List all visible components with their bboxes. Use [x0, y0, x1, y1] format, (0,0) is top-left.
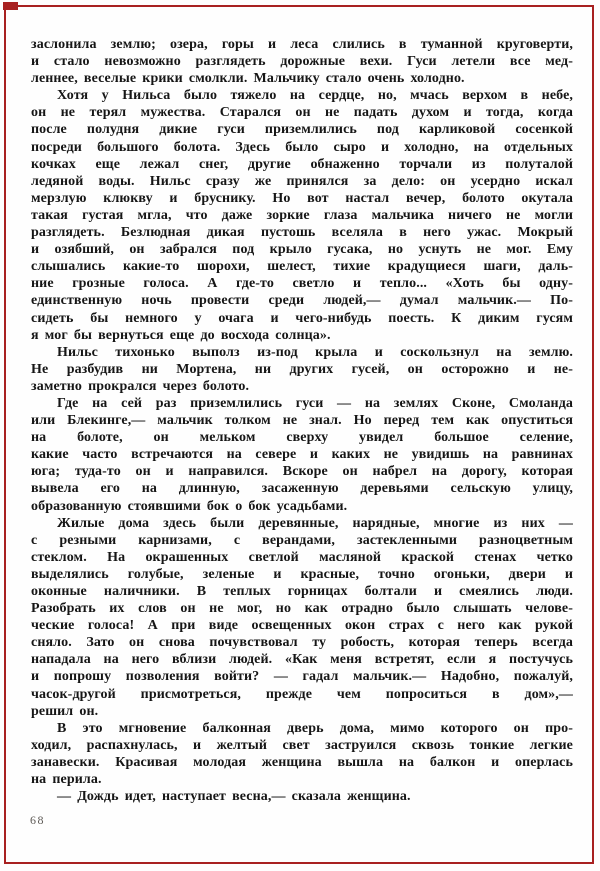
text-line: ходил, распахнулась, и желтый свет заструился сквозь тонкие легкие [31, 737, 573, 753]
text-line: мерзлую клюкву и бруснику. Но вот настал вечер, болото окутала [31, 190, 573, 206]
body-text [31, 36, 573, 805]
text-line: на перила. [31, 772, 102, 788]
text-line: на болоте, он мельком сверху увидел большое селение, [31, 430, 573, 446]
text-line: сняло. Зато он снова почувствовал ту робость, которая теперь всегда [31, 635, 573, 651]
text-line: слышались какие-то шорохи, шелест, тихие крадущиеся шаги, даль- [31, 259, 573, 275]
text-line: единственную ночь провести среди людей,— думал мальчик.— По- [31, 293, 573, 309]
text-line: и стало невозможно разглядеть дорожные вехи. Гуси летели все мед- [31, 54, 573, 70]
text-line: и попрошу позволения войти? — гадал мальчик.— Надобно, пожалуй, [31, 669, 573, 685]
text-line: я мог бы вернуться еще до восхода солнца». [31, 327, 331, 343]
text-line: такая густая мгла, что даже зоркие глаза мальчика ничего не могли [31, 207, 573, 223]
text-line: стеклом. На окрашенных светлой масляной краской стенах четко [31, 549, 573, 565]
text-line: какие часто встречаются на севере и каких не увидишь на равнинах [31, 447, 573, 463]
text-line: заслонила землю; озера, горы и леса слились в туманной круговерти, [31, 37, 573, 52]
text-line: или Блекинге,— мальчик толком не знал. Но перед тем как опуститься [31, 413, 573, 429]
text-line: сидеть бы немного у очага и чего-нибудь поесть. К диким гусям [31, 310, 573, 326]
text-line: занавески. Красивая молодая женщина вышла на балкон и оперлась [31, 754, 573, 770]
text-line: оконные наличники. В теплых горницах болтали и смеялись люди. [31, 584, 573, 599]
text-line: юга; туда-то он и направился. Вскоре он набрел на дорогу, которая [31, 464, 573, 480]
text-line: и озябший, он забрался под крыло гусака, но уснуть не мог. Ему [31, 242, 573, 258]
text-line: нападала на него вблизи людей. «Как меня встретят, если я постучусь [31, 652, 573, 668]
text-line: Жилые дома здесь были деревянные, нарядные, многие из них — [57, 515, 573, 531]
page-number: 68 [30, 813, 45, 827]
text-line: он не терял мужества. Старался он не падать духом и тогда, когда [31, 105, 573, 121]
text-line: заметно прокрался через болото. [31, 378, 250, 394]
text-line: выделялись голубые, зеленые и красные, точно огоньки, двери и [31, 566, 573, 582]
text-line: Разобрать их слов он не мог, но как отрадно было слышать челове- [31, 601, 573, 617]
text-line: посреди большого болота. Здесь было сыро и холодно, на отдельных [31, 139, 573, 155]
text-line: Не разбудив ни Мортена, ни других гусей, он осторожно и не- [31, 361, 573, 377]
text-line: леннее, веселые крики смолкли. Мальчику стало очень холодно. [31, 71, 465, 87]
text-line: ческие голоса! А при виде освещенных окон страх с него как рукой [31, 618, 573, 634]
text-line: ледяной воды. Нильс сразу же принялся за дело: он усердно искал [31, 173, 573, 189]
text-line: В это мгновение балконная дверь дома, мимо которого он про- [57, 720, 573, 736]
text-line: часок-другой присмотреться, прежде чем попроситься в дом»,— [31, 686, 573, 702]
text-line: кочках еще лежал снег, другие обнаженно торчали из полуталой [31, 156, 573, 172]
text-line: вывела его на длинную, засаженную деревьями сельскую улицу, [31, 481, 573, 497]
text-line: Хотя у Нильса было тяжело на сердце, но, мчась верхом в небе, [57, 88, 573, 104]
text-line: решил он. [31, 703, 99, 719]
text-line: образованную стоявшими бок о бок усадьбами. [31, 498, 348, 514]
scan-border-corner-mark [3, 2, 18, 10]
text-line: — Дождь идет, наступает весна,— сказала женщина. [57, 789, 411, 805]
text-line: Где на сей раз приземлились гуси — на землях Сконе, Смоланда [57, 395, 573, 411]
text-line: после полудня дикие гуси приземлились под карликовой сосенкой [31, 122, 573, 138]
text-line: ние грозные голоса. А где-то светло и тепло... «Хоть бы одну- [31, 276, 573, 292]
text-line: разглядеть. Безлюдная дикая пустошь вселяла в него ужас. Мокрый [31, 225, 573, 241]
text-line: Нильс тихонько выполз из-под крыла и соскользнул на землю. [57, 344, 573, 360]
text-line: с резными карнизами, с верандами, застекленными разноцветным [31, 532, 573, 548]
